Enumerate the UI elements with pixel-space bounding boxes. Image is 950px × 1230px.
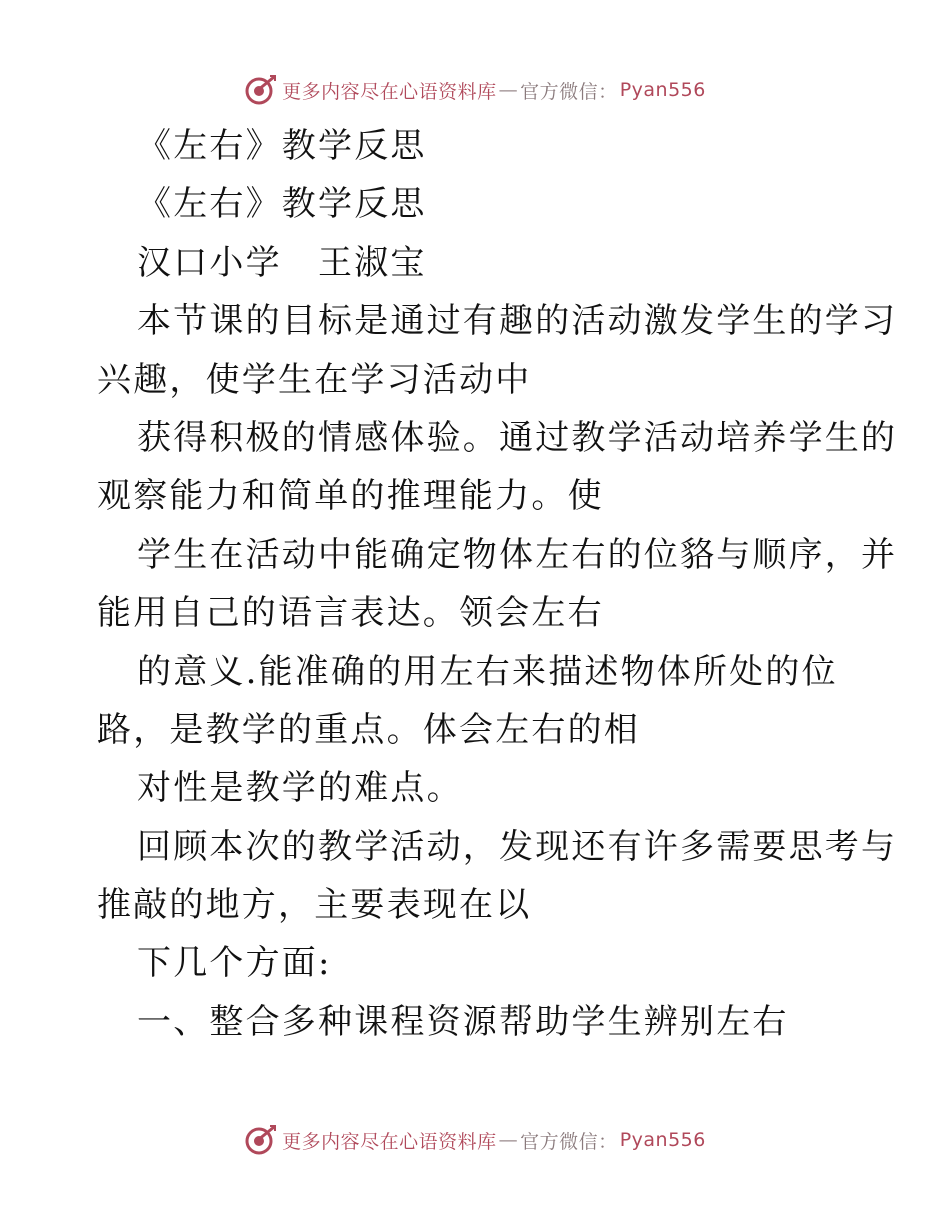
logo-icon bbox=[244, 1123, 278, 1157]
doc-line: 下几个方面: bbox=[137, 943, 332, 984]
banner-main-text: 更多内容尽在心语资料库 bbox=[282, 1130, 497, 1153]
doc-line: 推敲的地方，主要表现在以 bbox=[97, 885, 532, 926]
doc-line: 的意义.能准确的用左右来描述物体所处的位 bbox=[137, 651, 838, 692]
doc-line: 路，是教学的重点。体会左右的相 bbox=[97, 709, 640, 750]
doc-line: 能用自己的语言表达。领会左右 bbox=[97, 593, 604, 634]
banner-main-text: 更多内容尽在心语资料库 bbox=[282, 80, 497, 103]
doc-line: 学生在活动中能确定物体左右的位貉与顺序，并 bbox=[137, 534, 898, 575]
doc-line: 回顾本次的教学活动，发现还有许多需要思考与 bbox=[137, 826, 898, 867]
doc-line: 对性是教学的难点。 bbox=[137, 768, 463, 809]
doc-line: 获得积极的情感体验。通过教学活动培养学生的 bbox=[137, 417, 898, 458]
banner-separator: — bbox=[498, 1129, 519, 1151]
banner-separator: — bbox=[498, 79, 519, 101]
doc-line: 一、整合多种课程资源帮助学生辨别左右 bbox=[137, 1001, 789, 1042]
banner-official-label: 官方微信： bbox=[520, 80, 618, 103]
doc-line: 观察能力和简单的推理能力。使 bbox=[97, 476, 604, 517]
doc-line: 《左右》教学反思 bbox=[137, 126, 427, 166]
footer-watermark-banner bbox=[0, 1120, 950, 1160]
doc-line: 兴趣，使学生在学习活动中 bbox=[97, 359, 532, 400]
doc-line: 《左右》教学反思 bbox=[137, 184, 427, 225]
banner-wechat-id: Pyan556 bbox=[619, 79, 706, 101]
logo-icon bbox=[244, 73, 278, 107]
banner-official-label: 官方微信： bbox=[520, 1130, 618, 1153]
doc-line: 汉口小学 王淑宝 bbox=[137, 242, 427, 283]
header-watermark-banner bbox=[0, 70, 950, 110]
document-body bbox=[97, 117, 898, 1051]
doc-line: 本节课的目标是通过有趣的活动激发学生的学习 bbox=[137, 301, 898, 342]
banner-wechat-id: Pyan556 bbox=[619, 1129, 706, 1151]
